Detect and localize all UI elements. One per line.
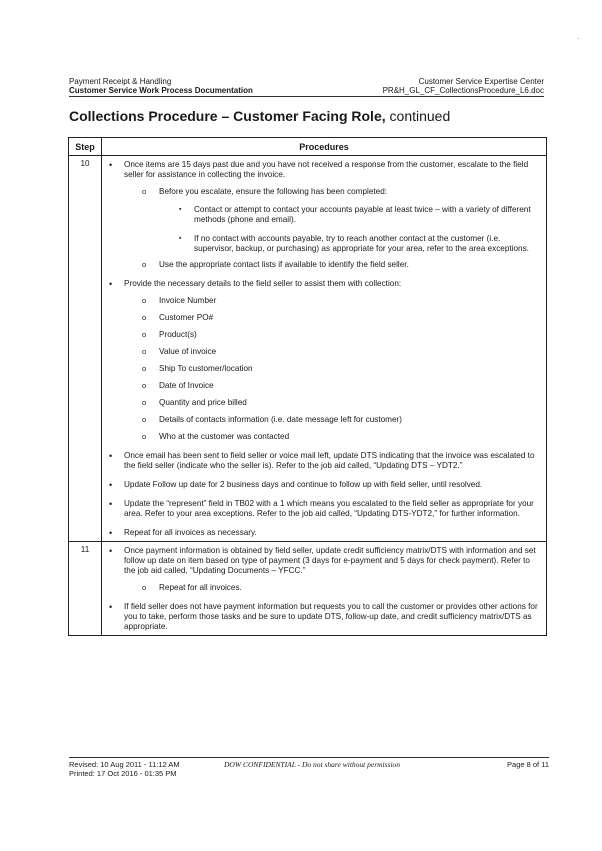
printed-date: Printed: 17 Oct 2016 - 01:35 PM [69, 769, 177, 778]
procedure-sub-item: o Quantity and price billed [102, 398, 546, 408]
procedure-sub-sub-item: ▪ Contact or attempt to contact your accounts payable at least twice – with a variety of different methods (phone and email). [102, 205, 546, 225]
column-header-step: Step [69, 138, 102, 156]
procedure-sub-item: o Product(s) [102, 330, 546, 340]
procedure-bullet: • Once payment information is obtained by field seller, update credit sufficiency matrix/DTS with information and set follow up date on item based on type of payment (3 days for e-payment and 5 days for check payment). Refer to the job aid called, “Updating Documents – YFCC.” [102, 546, 546, 576]
step-number: 10 [69, 156, 102, 542]
procedure-bullet: • Update the “represent” field in TB02 with a 1 which means you escalated to the field seller as appropriate for your area. Refer to your area exceptions. Refer to the job aid called, “Updating DTS-YDT2,” for further information. [102, 499, 546, 519]
procedure-bullet: • Once email has been sent to field seller or voice mail left, update DTS indicating that the invoice was escalated to the field seller (indicate who the seller is). Refer to the job aid called, “Updating DTS – YDT2.” [102, 451, 546, 471]
procedure-sub-item: o Ship To customer/location [102, 364, 546, 374]
header-rule [69, 96, 544, 97]
procedure-sub-item: o Before you escalate, ensure the following has been completed: [102, 187, 546, 197]
header-left-line2: Customer Service Work Process Documentation [69, 86, 253, 95]
header-left-line1: Payment Receipt & Handling [69, 77, 172, 86]
section-title [69, 108, 450, 124]
step-number: 11 [69, 542, 102, 636]
procedure-sub-sub-item: ▪ If no contact with accounts payable, try to reach another contact at the customer (i.e. supervisor, backup, or purchasing) as appropriate for your area, refer to the area exceptions. [102, 234, 546, 254]
procedure-sub-item: o Value of invoice [102, 347, 546, 357]
procedure-bullet: • Update Follow up date for 2 business days and continue to follow up with field seller, until resolved. [102, 480, 546, 490]
procedure-sub-item: o Who at the customer was contacted [102, 432, 546, 442]
procedure-cell [102, 156, 547, 542]
procedure-cell [102, 542, 547, 636]
table-row-step-10 [69, 156, 547, 542]
procedure-sub-item: o Repeat for all invoices. [102, 583, 546, 593]
table-row-step-11 [69, 542, 547, 636]
procedure-sub-item: o Customer PO# [102, 313, 546, 323]
header-right-line2: PR&H_GL_CF_CollectionsProcedure_L6.doc [382, 86, 544, 95]
procedure-bullet: • Provide the necessary details to the field seller to assist them with collection: [102, 279, 546, 289]
procedure-sub-item: o Details of contacts information (i.e. date message left for customer) [102, 415, 546, 425]
procedure-table [68, 137, 547, 636]
revised-date: Revised: 10 Aug 2011 - 11:12 AM [69, 760, 180, 769]
procedure-bullet: • If field seller does not have payment information but requests you to call the customer or provides other actions for you to take, perform those tasks and be sure to update DTS, follow-up date, and credit sufficiency matrix/DTS as appropriate. [102, 602, 546, 632]
procedure-bullet: • Repeat for all invoices as necessary. [102, 528, 546, 538]
page-number: Page 8 of 11 [507, 760, 549, 769]
confidential-notice: DOW CONFIDENTIAL - Do not share without permission [224, 760, 401, 769]
footer-rule [69, 757, 549, 758]
column-header-procedures: Procedures [102, 138, 547, 156]
scan-speck [578, 38, 579, 39]
header-right-line1: Customer Service Expertise Center [418, 77, 544, 86]
table-header-row [69, 138, 547, 156]
procedure-sub-item: o Use the appropriate contact lists if available to identify the field seller. [102, 260, 546, 270]
section-title-suffix: continued [385, 108, 451, 124]
section-title-main: Collections Procedure – Customer Facing Role, [69, 108, 386, 124]
procedure-bullet: • Once items are 15 days past due and you have not received a response from the customer, escalate to the field seller for assistance in collecting the invoice. [102, 160, 546, 180]
procedure-sub-item: o Invoice Number [102, 296, 546, 306]
procedure-sub-item: o Date of Invoice [102, 381, 546, 391]
